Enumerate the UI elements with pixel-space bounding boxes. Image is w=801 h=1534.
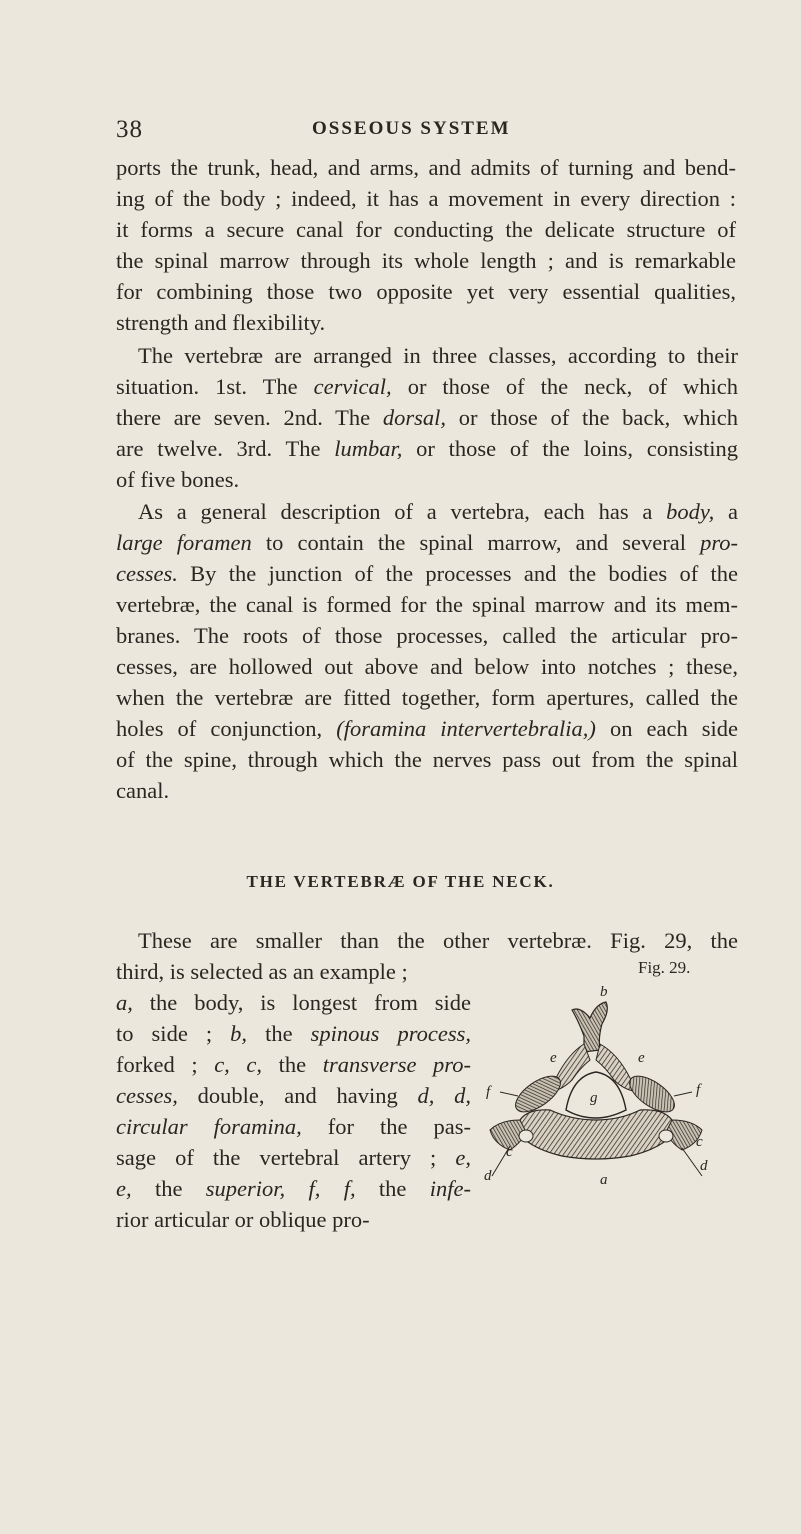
- text-line: e, the superior, f, f, the infe-: [116, 1176, 471, 1201]
- term-spinous-process: spinous process,: [310, 1021, 472, 1046]
- term-processes: cesses.: [116, 561, 178, 586]
- text-line: third, is selected as an example ;: [116, 959, 408, 984]
- running-header: [0, 116, 801, 146]
- fig-label-c-right: c: [696, 1134, 703, 1150]
- text-line: As a general description of a vertebra, each has a body, a: [138, 499, 738, 524]
- fig-label-b: b: [600, 984, 608, 1000]
- term-body: body,: [666, 499, 715, 524]
- text-line: large foramen to contain the spinal marrow, and several pro-: [116, 530, 738, 555]
- text-line: rior articular or oblique pro-: [116, 1207, 370, 1232]
- term-cervical: cervical,: [313, 374, 392, 399]
- fig-label-d-right: d: [700, 1158, 708, 1174]
- text-line: strength and flexibility.: [116, 310, 326, 335]
- text-line: for combining those two opposite yet very essential qualities,: [116, 279, 736, 304]
- term-foramina-intervertebralia: (foramina intervertebralia,): [336, 716, 596, 741]
- vertebra-illustration: [480, 980, 712, 1196]
- fig-label-e-left: e: [550, 1050, 557, 1066]
- text-line: holes of conjunction, (foramina intervertebralia,) on each side: [116, 716, 738, 741]
- text-line: ports the trunk, head, and arms, and admits of turning and bend-: [116, 155, 736, 180]
- text-line: These are smaller than the other vertebræ. Fig. 29, the: [138, 928, 738, 953]
- term-lumbar: lumbar,: [334, 436, 403, 461]
- term-dorsal: dorsal,: [382, 405, 447, 430]
- text-line: canal.: [116, 778, 170, 803]
- text-line: vertebræ, the canal is formed for the spinal marrow and its mem-: [116, 592, 738, 617]
- text-line: of the spine, through which the nerves pass out from the spinal: [116, 747, 738, 772]
- text-line: are twelve. 3rd. The lumbar, or those of the loins, consisting: [116, 436, 738, 461]
- page-number: 38: [116, 116, 143, 143]
- spinous-process: [572, 1002, 607, 1052]
- circular-foramen-left: [519, 1130, 533, 1142]
- term-large-foramen: large foramen: [116, 530, 252, 555]
- text-line: circular foramina, for the pas-: [116, 1114, 471, 1139]
- text-line: cesses, are hollowed out above and below into notches ; these,: [116, 654, 738, 679]
- text-line: The vertebræ are arranged in three classes, according to their: [138, 343, 738, 368]
- fig-label-d-left: d: [484, 1168, 492, 1184]
- text-line: ing of the body ; indeed, it has a movement in every direction :: [116, 186, 736, 211]
- circular-foramen-right: [659, 1130, 673, 1142]
- text-line: cesses. By the junction of the processes and the bodies of the: [116, 561, 738, 586]
- text-line: the spinal marrow through its whole length ; and is remarkable: [116, 248, 736, 273]
- text-line: there are seven. 2nd. The dorsal, or those of the back, which: [116, 405, 738, 430]
- fig-label-e-right: e: [638, 1050, 645, 1066]
- text-line: to side ; b, the spinous process,: [116, 1021, 472, 1046]
- text-line: a, the body, is longest from side: [116, 990, 471, 1015]
- term-circular-foramina: circular foramina,: [116, 1114, 302, 1139]
- text-line: when the vertebræ are fitted together, form apertures, called the: [116, 685, 738, 710]
- term-transverse-processes: transverse pro-: [322, 1052, 471, 1077]
- fig-label-f-right: f: [696, 1082, 701, 1098]
- text-line: situation. 1st. The cervical, or those of the neck, of which: [116, 374, 738, 399]
- running-title: OSSEOUS SYSTEM: [312, 118, 511, 139]
- text-line: sage of the vertebral artery ; e,: [116, 1145, 471, 1170]
- text-line: of five bones.: [116, 467, 240, 492]
- fig-label-a: a: [600, 1172, 608, 1188]
- fig-label-c-left: c: [506, 1144, 513, 1160]
- fig-label-g: g: [590, 1090, 598, 1106]
- figure-caption: Fig. 29.: [638, 958, 691, 977]
- text-line: branes. The roots of those processes, called the articular pro-: [116, 623, 738, 648]
- fig-label-f-left: f: [486, 1084, 491, 1100]
- text-line: cesses, double, and having d, d,: [116, 1083, 471, 1108]
- section-heading: THE VERTEBRÆ OF THE NECK.: [246, 872, 555, 891]
- text-line: it forms a secure canal for conducting the delicate structure of: [116, 217, 736, 242]
- text-line: forked ; c, c, the transverse pro-: [116, 1052, 471, 1077]
